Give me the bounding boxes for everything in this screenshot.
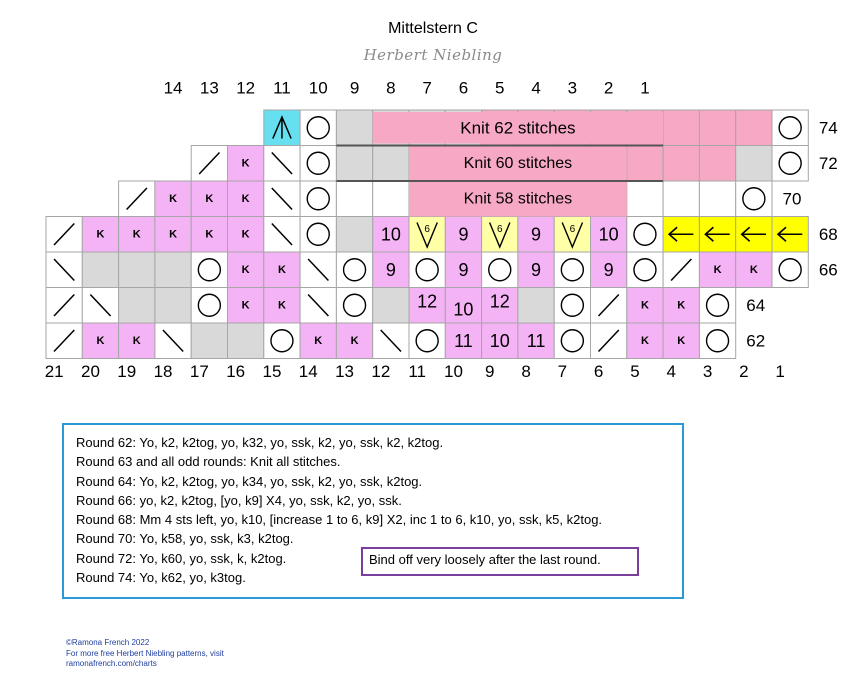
- knit-symbol: K: [677, 334, 686, 347]
- instruction-line: Round 62: Yo, k2, k2tog, yo, k32, yo, ssk, k2, yo, ssk, k2, k2tog.: [76, 435, 444, 450]
- row-label: 62: [746, 331, 766, 351]
- knit-symbol: K: [132, 334, 141, 347]
- chart-cell: [554, 252, 590, 288]
- column-number-bottom: 4: [666, 362, 676, 381]
- knit-symbol: K: [132, 228, 141, 241]
- row-label: 72: [818, 153, 838, 173]
- chart-cell: [699, 110, 735, 146]
- knit-count: 12: [417, 291, 438, 312]
- knit-symbol: K: [713, 263, 722, 276]
- chart-cell: [336, 146, 372, 182]
- chart-cell: [554, 288, 590, 324]
- chart-cell: [373, 181, 409, 217]
- chart-cell: [699, 146, 735, 182]
- chart-cell: [300, 146, 336, 182]
- knit-count: 9: [458, 224, 469, 245]
- knit-symbol: K: [241, 263, 250, 276]
- chart-cell: [409, 323, 445, 359]
- column-number-bottom: 8: [521, 362, 531, 381]
- row-label: 66: [818, 260, 838, 280]
- chart-cell: [336, 110, 372, 146]
- chart-cell: [663, 110, 699, 146]
- column-number-top: 8: [386, 78, 396, 98]
- chart-cell: [663, 146, 699, 182]
- row-label: 68: [818, 224, 838, 244]
- increase-count: 6: [496, 224, 503, 235]
- column-number-bottom: 1: [775, 362, 785, 381]
- increase-count: 6: [424, 224, 430, 235]
- knit-count: 11: [526, 330, 546, 351]
- chart-cell: [736, 181, 772, 217]
- chart-cell: [119, 288, 155, 324]
- chart-cell: [409, 252, 445, 288]
- row-label: 70: [782, 189, 802, 209]
- chart-cell: [155, 252, 191, 288]
- footer-credits: [66, 638, 224, 670]
- knit-symbol: K: [169, 192, 178, 205]
- column-number-bottom: 16: [226, 362, 246, 381]
- knit-count: 10: [380, 224, 401, 245]
- knit-count: 9: [603, 259, 614, 280]
- knit-count: 9: [531, 259, 542, 280]
- column-number-bottom: 20: [80, 362, 100, 381]
- knit-count: 11: [454, 330, 473, 351]
- knit-count: 9: [458, 259, 469, 280]
- chart-cell: [264, 323, 300, 359]
- knit-symbol: K: [96, 228, 105, 241]
- knit-bar-label: Knit 58 stitches: [463, 190, 573, 208]
- chart-cell: [627, 252, 663, 288]
- instruction-line: Round 70: Yo, k58, yo, ssk, k3, k2tog.: [76, 531, 294, 547]
- knit-symbol: K: [749, 263, 758, 276]
- knit-symbol: K: [241, 228, 250, 241]
- column-number-top: 6: [458, 78, 469, 98]
- designer-name: Herbert Niebling: [363, 46, 503, 64]
- column-number-bottom: 9: [485, 362, 495, 381]
- column-number-bottom: 13: [335, 362, 355, 381]
- chart-cell: [300, 181, 336, 217]
- chart-cell: [336, 252, 372, 288]
- chart-cell: [518, 288, 554, 324]
- knit-count: 10: [453, 299, 474, 320]
- column-number-bottom: 14: [298, 362, 318, 381]
- knit-bar-label: Knit 62 stitches: [460, 118, 576, 138]
- knit-symbol: K: [640, 299, 649, 312]
- column-number-bottom: 5: [630, 362, 640, 381]
- chart-cell: [373, 288, 409, 324]
- knit-symbol: K: [277, 299, 286, 312]
- instruction-line: Round 63 and all odd rounds: Knit all stitches.: [76, 454, 341, 470]
- column-number-bottom: 15: [262, 362, 282, 381]
- column-number-bottom: 7: [557, 362, 568, 381]
- column-number-top: 7: [422, 78, 432, 98]
- chart-cell: [191, 252, 227, 288]
- chart-cell: [482, 252, 518, 288]
- chart-cell: [699, 288, 735, 324]
- chart-cell: [300, 110, 336, 146]
- knit-count: 9: [531, 224, 542, 245]
- column-number-top: 5: [495, 78, 505, 98]
- row-label: 74: [818, 118, 838, 138]
- knit-symbol: K: [241, 299, 250, 312]
- column-number-top: 14: [163, 78, 183, 98]
- column-number-bottom: 18: [153, 362, 173, 381]
- knit-symbol: K: [241, 192, 250, 205]
- chart-cell: [191, 323, 227, 359]
- footer-text: For more free Herbert Niebling patterns, visit: [66, 648, 224, 658]
- knitting-chart: [0, 70, 866, 400]
- row-label: 64: [746, 295, 766, 315]
- instruction-line: Round 66: yo, k2, k2tog, [yo, k9] X4, yo, ssk, k2, yo, ssk.: [76, 492, 402, 508]
- bindoff-note: Bind off very loosely after the last round.: [361, 547, 639, 576]
- chart-cell: [627, 181, 663, 217]
- knit-symbol: K: [314, 334, 323, 347]
- chart-cell: [699, 323, 735, 359]
- chart-cell: [336, 217, 372, 253]
- chart-cell: [82, 252, 118, 288]
- knit-symbol: K: [205, 192, 214, 205]
- copyright-text: ©Ramona French 2022: [66, 638, 150, 647]
- chart-cell: [554, 323, 590, 359]
- column-number-top: 13: [199, 78, 219, 98]
- increase-count: 6: [569, 224, 576, 235]
- column-number-top: 4: [531, 78, 541, 98]
- column-number-bottom: 11: [408, 362, 426, 381]
- chart-cell: [155, 288, 191, 324]
- column-number-bottom: 19: [117, 362, 137, 381]
- chart-cell: [772, 252, 808, 288]
- column-number-top: 1: [640, 78, 650, 98]
- column-number-bottom: 6: [593, 362, 604, 381]
- chart-cell: [336, 181, 372, 217]
- instruction-line: Round 64: Yo, k2, k2tog, yo, k34, yo, ssk, k2, yo, ssk, k2tog.: [76, 473, 423, 489]
- column-number-bottom: 12: [371, 362, 391, 381]
- knit-count: 10: [489, 330, 510, 351]
- column-number-top: 3: [567, 78, 578, 98]
- chart-cell: [699, 181, 735, 217]
- page-title: Mittelstern C: [388, 20, 478, 37]
- instruction-line: Round 68: Mm 4 sts left, yo, k10, [increase 1 to 6, k9] X2, inc 1 to 6, k10, yo, ssk, k5, k2tog.: [76, 512, 603, 528]
- column-number-bottom: 10: [443, 362, 463, 381]
- column-number-top: 2: [603, 78, 614, 98]
- knit-count: 9: [385, 259, 396, 280]
- knit-symbol: K: [169, 228, 178, 241]
- column-number-top: 11: [273, 78, 291, 98]
- chart-cell: [373, 146, 409, 182]
- knit-count: 10: [598, 224, 619, 245]
- column-number-bottom: 17: [189, 362, 209, 381]
- knit-symbol: K: [677, 299, 686, 312]
- knit-symbol: K: [640, 334, 649, 347]
- knit-symbol: K: [96, 334, 105, 347]
- chart-cell: [300, 217, 336, 253]
- knit-symbol: K: [277, 263, 286, 276]
- chart-cell: [736, 146, 772, 182]
- instruction-line: Round 74: Yo, k62, yo, k3tog.: [76, 570, 246, 586]
- chart-cell: [336, 288, 372, 324]
- chart-cell: [772, 110, 808, 146]
- chart-cell: [627, 217, 663, 253]
- footer-link[interactable]: ramonafrench.com/charts: [66, 659, 157, 668]
- instruction-line: Round 72: Yo, k60, yo, ssk, k, k2tog.: [76, 550, 287, 566]
- column-number-bottom: 3: [702, 362, 713, 381]
- chart-cell: [663, 181, 699, 217]
- column-number-bottom: 21: [44, 362, 64, 381]
- chart-cell: [191, 288, 227, 324]
- column-number-top: 9: [349, 78, 360, 98]
- knit-bar-label: Knit 60 stitches: [463, 154, 573, 172]
- knit-symbol: K: [350, 334, 359, 347]
- chart-cell: [228, 323, 264, 359]
- chart-cell: [627, 146, 663, 182]
- chart-cell: [119, 252, 155, 288]
- column-number-top: 10: [308, 78, 328, 98]
- column-number-bottom: 2: [739, 362, 749, 381]
- knit-symbol: K: [241, 157, 250, 170]
- column-number-top: 12: [236, 78, 256, 98]
- knit-symbol: K: [205, 228, 214, 241]
- chart-cell: [736, 110, 772, 146]
- knit-count: 12: [489, 291, 510, 312]
- chart-cell: [772, 146, 808, 182]
